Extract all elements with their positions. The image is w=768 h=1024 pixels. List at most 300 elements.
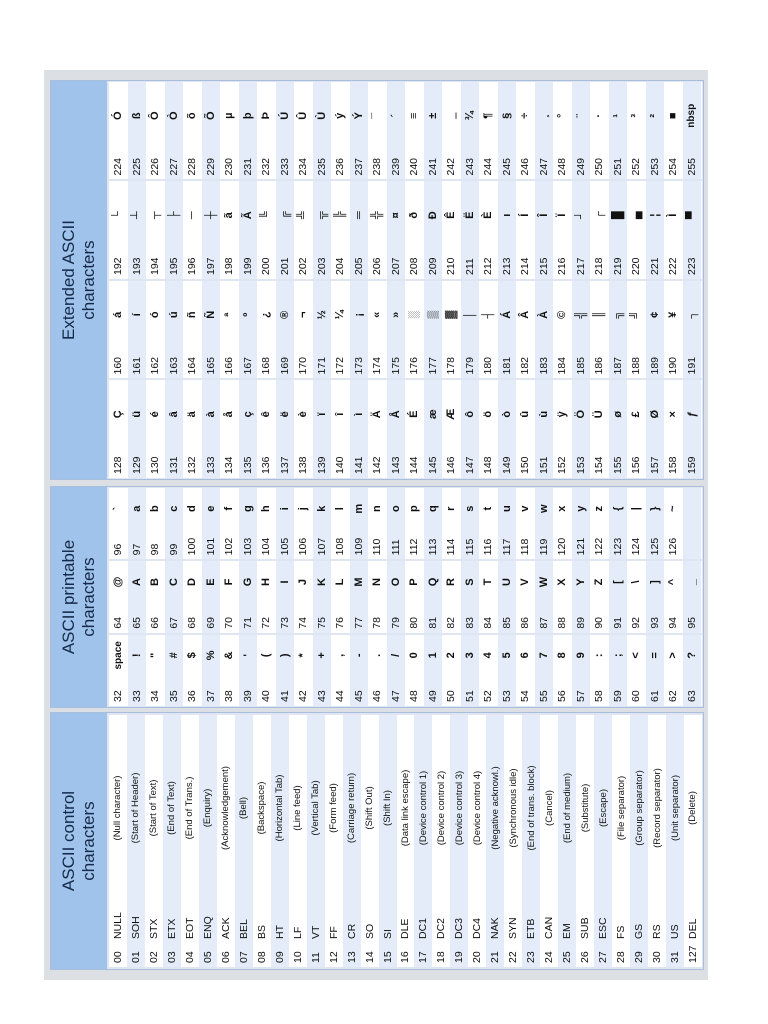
extended-code: 218 (593, 257, 606, 275)
extended-row (387, 82, 406, 180)
extended-glyph: © (556, 310, 569, 319)
extended-row (498, 381, 517, 479)
extended-row (294, 381, 313, 479)
extended-glyph: § (500, 112, 513, 119)
printable-glyph: T (482, 578, 495, 586)
extended-code: 253 (648, 157, 661, 176)
extended-row (553, 82, 572, 180)
extended-row (683, 182, 702, 280)
control-description: (Line feed) (292, 785, 304, 831)
printable-row (257, 561, 276, 632)
control-description: (Escape) (597, 789, 609, 828)
extended-code: 227 (167, 157, 180, 176)
control-code: 11 (309, 952, 322, 963)
extended-code: 215 (537, 257, 550, 275)
extended-code: 150 (519, 456, 532, 474)
extended-code: 146 (445, 456, 458, 474)
extended-row (331, 281, 350, 379)
printable-glyph: g (241, 505, 254, 513)
extended-row (313, 381, 332, 479)
printable-panel-header (51, 487, 107, 707)
printable-row (183, 488, 202, 559)
extended-title-line2: characters (79, 240, 98, 320)
printable-row (498, 635, 517, 706)
printable-row (202, 561, 221, 632)
printable-code: 126 (667, 537, 680, 556)
extended-row (331, 82, 350, 180)
control-row (271, 715, 289, 967)
printable-code: 90 (593, 616, 606, 629)
extended-code: 130 (149, 456, 162, 474)
printable-glyph: W (537, 576, 550, 588)
extended-code: 176 (408, 356, 421, 375)
printable-code: 86 (519, 616, 532, 629)
printable-glyph: A (130, 578, 143, 586)
extended-glyph: þ (241, 112, 254, 120)
control-code: 01 (129, 951, 142, 963)
extended-row (294, 182, 313, 280)
control-abbreviation: CR (345, 923, 358, 939)
printable-code: 88 (556, 616, 569, 629)
printable-code: 122 (593, 537, 606, 556)
extended-glyph: ì (352, 412, 365, 416)
printable-glyph: 2 (445, 652, 458, 659)
extended-code: 187 (611, 356, 624, 375)
printable-row (331, 488, 350, 559)
printable-glyph: a (130, 505, 143, 512)
printable-code: 67 (167, 616, 180, 629)
printable-row (683, 561, 702, 632)
extended-row (239, 281, 258, 379)
extended-row (146, 182, 165, 280)
extended-glyph: ╣ (574, 310, 587, 319)
printable-row (331, 561, 350, 632)
control-abbreviation: SOH (129, 916, 142, 939)
extended-glyph: └ (112, 211, 125, 220)
control-code: 127 (686, 945, 699, 963)
printable-row (128, 635, 147, 706)
extended-glyph: Ü (593, 410, 606, 419)
control-code: 14 (363, 951, 376, 963)
printable-glyph: = (648, 652, 661, 659)
extended-row (128, 82, 147, 180)
printable-row (109, 488, 128, 559)
extended-row (572, 182, 591, 280)
printable-row (479, 488, 498, 559)
printable-glyph: " (149, 652, 162, 658)
printable-row (646, 488, 665, 559)
extended-characters-panel (50, 80, 704, 480)
extended-code: 211 (463, 258, 476, 275)
printable-row (183, 561, 202, 632)
extended-row (276, 182, 295, 280)
extended-code: 245 (500, 157, 513, 176)
printable-glyph: - (352, 653, 365, 658)
extended-glyph: ý (334, 112, 347, 119)
extended-row (183, 82, 202, 180)
printable-code: 104 (260, 537, 273, 556)
extended-glyph: ¬ (297, 311, 310, 318)
extended-row (442, 82, 461, 180)
extended-glyph: õ (186, 112, 199, 120)
printable-code: 79 (389, 616, 402, 629)
extended-glyph: ¥ (667, 311, 680, 318)
extended-code: 178 (445, 356, 458, 375)
extended-glyph: ø (611, 410, 624, 418)
control-code: 22 (507, 951, 520, 963)
printable-glyph: [ (611, 580, 624, 584)
printable-glyph: # (167, 652, 180, 659)
extended-code: 173 (352, 356, 365, 375)
control-code: 07 (237, 951, 250, 963)
printable-row (387, 488, 406, 559)
extended-code: 140 (334, 456, 347, 474)
printable-glyph: , (334, 653, 347, 657)
extended-glyph: ¹ (611, 113, 624, 118)
extended-row (609, 381, 628, 479)
control-abbreviation: EOT (183, 917, 196, 939)
extended-code: 235 (315, 157, 328, 176)
extended-glyph: Í (519, 213, 532, 217)
extended-code: 251 (611, 157, 624, 176)
control-row (504, 715, 522, 967)
printable-code: 58 (593, 690, 606, 702)
extended-row (405, 182, 424, 280)
printable-glyph: i (278, 507, 291, 511)
printable-glyph: n (371, 505, 384, 513)
printable-row (535, 488, 554, 559)
extended-row (183, 381, 202, 479)
control-abbreviation: DC3 (453, 917, 466, 939)
printable-code: 74 (297, 616, 310, 629)
printable-glyph: ^ (667, 578, 680, 586)
extended-code: 222 (667, 257, 680, 275)
extended-glyph: ƒ (685, 411, 698, 418)
extended-glyph: Û (297, 111, 310, 120)
extended-row (664, 182, 683, 280)
extended-code: 234 (297, 157, 310, 176)
control-code: 12 (327, 951, 340, 963)
extended-glyph: ▒ (426, 310, 439, 319)
printable-code: 117 (500, 538, 513, 556)
extended-glyph: ð (408, 211, 421, 219)
extended-row (387, 182, 406, 280)
extended-row (535, 82, 554, 180)
printable-row (553, 561, 572, 632)
extended-row (128, 281, 147, 379)
control-abbreviation: ENQ (201, 916, 214, 939)
printable-row (368, 488, 387, 559)
printable-glyph: q (426, 505, 439, 513)
extended-row (683, 281, 702, 379)
control-row (127, 715, 145, 967)
extended-glyph: À (537, 310, 550, 319)
extended-glyph: ¡ (352, 312, 365, 317)
printable-code: 111 (389, 539, 402, 556)
control-column (109, 715, 702, 967)
printable-glyph: z (593, 505, 606, 512)
printable-row (387, 561, 406, 632)
extended-glyph: ▀ (685, 211, 698, 220)
printable-row (516, 488, 535, 559)
printable-row (683, 635, 702, 706)
extended-code: 183 (537, 356, 550, 375)
printable-code: 114 (445, 538, 458, 556)
control-code: 02 (147, 951, 160, 963)
extended-glyph: ╝ (630, 310, 643, 319)
extended-code: 207 (389, 257, 402, 275)
extended-row (331, 381, 350, 479)
printable-row (424, 635, 443, 706)
extended-row (609, 182, 628, 280)
extended-glyph: ï (315, 412, 328, 416)
printable-glyph: F (223, 578, 236, 586)
printable-code: 100 (186, 537, 199, 556)
extended-code: 191 (685, 356, 698, 375)
extended-row (461, 281, 480, 379)
printable-glyph: f (223, 506, 236, 511)
extended-code: 133 (204, 456, 217, 474)
extended-glyph: ê (260, 411, 273, 418)
control-row (145, 715, 163, 967)
printable-glyph: 7 (537, 652, 550, 659)
printable-glyph: d (186, 505, 199, 513)
extended-glyph: ═ (352, 211, 365, 220)
printable-row (313, 488, 332, 559)
printable-row (609, 488, 628, 559)
extended-row (368, 82, 387, 180)
extended-glyph: ² (648, 113, 661, 118)
printable-glyph: @ (112, 576, 125, 588)
printable-code: 125 (648, 537, 661, 556)
control-code: 09 (273, 951, 286, 963)
printable-glyph: c (167, 505, 180, 512)
extended-row (498, 182, 517, 280)
printable-glyph: r (445, 506, 458, 511)
extended-glyph: ã (223, 212, 236, 219)
extended-row (165, 182, 184, 280)
extended-row (405, 381, 424, 479)
extended-row (627, 381, 646, 479)
extended-glyph: Æ (445, 408, 458, 420)
extended-row (109, 82, 128, 180)
extended-row (405, 281, 424, 379)
extended-row (331, 182, 350, 280)
printable-code: 113 (426, 538, 439, 556)
control-description: (Enquiry) (202, 788, 214, 828)
extended-row (202, 381, 221, 479)
printable-glyph: ~ (667, 505, 680, 512)
control-row (289, 715, 307, 967)
extended-glyph: ¼ (334, 310, 347, 320)
printable-row (405, 635, 424, 706)
extended-code: 209 (426, 257, 439, 275)
extended-row (479, 182, 498, 280)
extended-row (202, 182, 221, 280)
printable-row (424, 561, 443, 632)
extended-code: 203 (315, 257, 328, 275)
printable-row (257, 488, 276, 559)
control-abbreviation: STX (147, 918, 160, 939)
extended-row (294, 82, 313, 180)
extended-row (609, 82, 628, 180)
extended-row (220, 182, 239, 280)
extended-code: 160 (112, 356, 125, 375)
extended-glyph: è (297, 411, 310, 418)
control-table (107, 713, 702, 969)
printable-code: 64 (112, 616, 125, 629)
printable-code: 57 (574, 690, 587, 702)
printable-code: 43 (315, 690, 328, 702)
extended-code: 194 (149, 257, 162, 275)
control-abbreviation: ACK (219, 917, 232, 939)
printable-row (498, 561, 517, 632)
printable-glyph: ( (260, 653, 273, 658)
printable-row (165, 561, 184, 632)
extended-column (109, 281, 702, 379)
control-code: 15 (381, 951, 394, 963)
extended-code: 196 (186, 257, 199, 275)
control-row (594, 715, 612, 967)
printable-row (442, 488, 461, 559)
printable-glyph: D (186, 578, 199, 586)
extended-code: 252 (630, 157, 643, 176)
extended-code: 179 (463, 356, 476, 375)
control-description: (Start of Header) (130, 772, 142, 844)
printable-row (220, 561, 239, 632)
printable-code: 83 (463, 616, 476, 629)
printable-row (368, 561, 387, 632)
printable-code: 95 (685, 616, 698, 629)
printable-code: 70 (223, 616, 236, 629)
extended-panel-header (51, 81, 107, 479)
control-title-line2: characters (79, 801, 98, 881)
extended-code: 169 (278, 356, 291, 375)
extended-code: 201 (278, 257, 291, 275)
printable-row (220, 488, 239, 559)
extended-code: 212 (482, 257, 495, 275)
extended-row (368, 281, 387, 379)
printable-glyph: space (112, 641, 124, 670)
extended-row (239, 381, 258, 479)
extended-glyph: Î (537, 213, 550, 217)
extended-row (646, 182, 665, 280)
extended-row (313, 82, 332, 180)
extended-code: 131 (167, 456, 180, 474)
control-abbreviation: GS (633, 923, 646, 939)
printable-code: 108 (334, 537, 347, 556)
control-abbreviation: DEL (686, 918, 699, 939)
extended-row (479, 281, 498, 379)
extended-code: 164 (186, 356, 199, 375)
printable-code: 116 (482, 538, 495, 556)
printable-glyph: h (260, 505, 273, 513)
printable-row (165, 635, 184, 706)
extended-row (424, 381, 443, 479)
printable-row (442, 635, 461, 706)
extended-code: 161 (130, 356, 143, 375)
extended-glyph: í (130, 313, 143, 317)
printable-glyph: 0 (408, 652, 421, 659)
printable-row (572, 561, 591, 632)
printable-row (609, 561, 628, 632)
control-abbreviation: SO (363, 923, 376, 939)
printable-glyph: k (315, 505, 328, 512)
control-abbreviation: BEL (237, 919, 250, 939)
printable-code: 94 (667, 616, 680, 629)
extended-glyph: Ì (667, 213, 680, 217)
extended-code: 255 (685, 157, 698, 176)
extended-code: 182 (519, 356, 532, 375)
extended-code: 177 (426, 356, 439, 375)
control-abbreviation: DC1 (417, 917, 430, 939)
printable-row (553, 488, 572, 559)
control-abbreviation: DC4 (471, 917, 484, 939)
extended-row (220, 82, 239, 180)
extended-row (461, 182, 480, 280)
printable-glyph: L (334, 578, 347, 586)
extended-code: 184 (556, 356, 569, 375)
printable-row (294, 635, 313, 706)
extended-code: 233 (278, 157, 291, 176)
extended-code: 151 (537, 456, 550, 474)
extended-glyph: ô (463, 410, 476, 418)
extended-glyph: ┤ (482, 310, 495, 319)
printable-glyph: J (297, 578, 310, 586)
extended-code: 134 (223, 456, 236, 474)
extended-code: 210 (445, 257, 458, 275)
extended-code: 171 (315, 356, 328, 375)
extended-code: 192 (112, 257, 125, 275)
printable-row (535, 561, 554, 632)
extended-code: 217 (574, 257, 587, 275)
printable-row (276, 488, 295, 559)
extended-code: 188 (630, 356, 643, 375)
extended-glyph: É (408, 410, 421, 418)
extended-row (553, 281, 572, 379)
extended-row (424, 182, 443, 280)
extended-row (202, 281, 221, 379)
printable-glyph: S (463, 578, 476, 586)
extended-code: 189 (648, 356, 661, 375)
extended-row (239, 82, 258, 180)
printable-glyph: < (630, 652, 643, 659)
printable-glyph: 6 (519, 652, 532, 659)
control-code: 18 (435, 951, 448, 963)
printable-row (220, 635, 239, 706)
control-abbreviation: ETB (525, 918, 538, 939)
printable-glyph: t (482, 506, 495, 511)
extended-code: 180 (482, 356, 495, 375)
control-code: 06 (219, 951, 232, 963)
extended-code: 190 (667, 356, 680, 375)
extended-glyph: ä (186, 411, 199, 418)
printable-row (387, 635, 406, 706)
printable-code: 72 (260, 616, 273, 629)
extended-glyph: æ (426, 409, 439, 420)
extended-row (646, 381, 665, 479)
printable-row (461, 561, 480, 632)
control-row (684, 715, 702, 967)
extended-glyph: ë (278, 411, 291, 418)
extended-row (683, 381, 702, 479)
printable-glyph: \ (630, 580, 643, 584)
printable-row (405, 561, 424, 632)
printable-glyph: + (315, 652, 328, 659)
printable-code: 62 (667, 690, 680, 702)
control-code: 13 (345, 951, 358, 963)
printable-code: 55 (537, 690, 550, 702)
